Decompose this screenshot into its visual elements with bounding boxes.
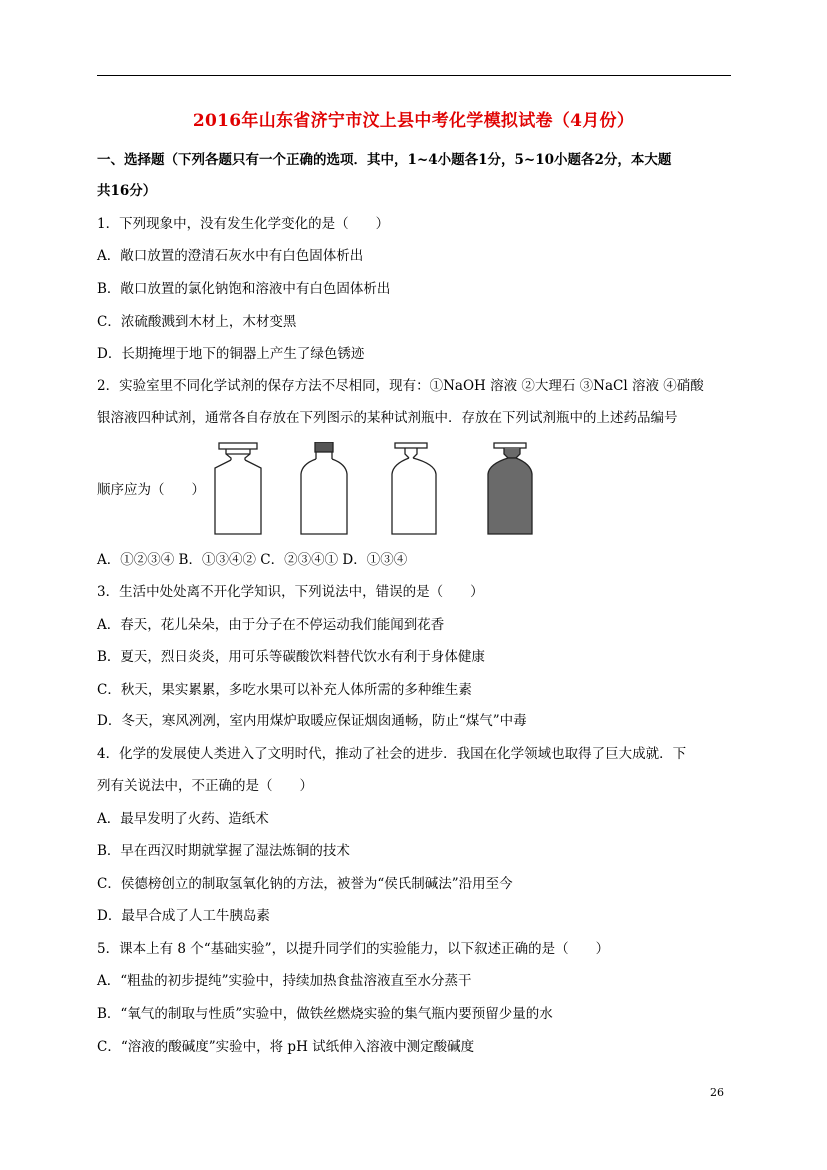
q4-option-b: B．早在西汉时期就掌握了湿法炼铜的技术 <box>97 843 350 859</box>
narrow-mouth-bottle-icon <box>392 443 436 534</box>
q5-option-b: B．“氧气的制取与性质”实验中，做铁丝燃烧实验的集气瓶内要预留少量的水 <box>97 1006 553 1022</box>
section-header-line-1: 一、选择题（下列各题只有一个正确的选项．其中，1~4小题各1分，5~10小题各2分，本大题 <box>97 152 672 168</box>
q3-option-d: D．冬天，寒风冽冽，室内用煤炉取暖应保证烟囱通畅，防止“煤气”中毒 <box>97 713 527 729</box>
q2-stem-end: 顺序应为（ ） <box>97 482 205 498</box>
q2-options: A．①②③④ B．①③④② C．②③④① D．①③④ <box>97 552 408 568</box>
q1-option-d: D．长期掩埋于地下的铜器上产生了绿色锈迹 <box>97 346 365 362</box>
q4-option-d: D．最早合成了人工牛胰岛素 <box>97 908 270 924</box>
q1-option-a: A．敞口放置的澄清石灰水中有白色固体析出 <box>97 248 364 264</box>
q1-option-c: C．浓硫酸溅到木材上，木材变黑 <box>97 314 297 330</box>
q5-option-c: C．“溶液的酸碱度”实验中，将 pH 试纸伸入溶液中测定酸碱度 <box>97 1039 475 1055</box>
q4-stem-line-1: 4．化学的发展使人类进入了文明时代，推动了社会的进步．我国在化学领域也取得了巨大成就．下 <box>97 746 687 762</box>
q3-option-c: C．秋天，果实累累，多吃水果可以补充人体所需的多种维生素 <box>97 682 472 698</box>
rubber-stopper-bottle-icon <box>301 442 347 534</box>
reagent-bottles-figure <box>212 442 534 538</box>
brown-bottle-icon <box>488 443 532 534</box>
q4-option-c: C．侯德榜创立的制取氢氧化钠的方法，被誉为“侯氏制碱法”沿用至今 <box>97 876 513 892</box>
q4-option-a: A．最早发明了火药、造纸术 <box>97 811 269 827</box>
q1-stem: 1．下列现象中，没有发生化学变化的是（ ） <box>97 216 390 232</box>
wide-mouth-bottle-icon <box>215 443 261 534</box>
q5-stem: 5．课本上有 8 个“基础实验”，以提升同学们的实验能力，以下叙述正确的是（ ） <box>97 941 610 957</box>
q3-option-a: A．春天，花儿朵朵，由于分子在不停运动我们能闻到花香 <box>97 617 445 633</box>
page-title: 2016年山东省济宁市汶上县中考化学模拟试卷（4月份） <box>192 111 635 131</box>
section-header-line-2: 共16分） <box>97 183 157 199</box>
page-number: 26 <box>710 1086 724 1099</box>
q3-option-b: B．夏天，烈日炎炎，用可乐等碳酸饮料替代饮水有利于身体健康 <box>97 649 485 665</box>
q2-stem-line-2: 银溶液四种试剂，通常各自存放在下列图示的某种试剂瓶中．存放在下列试剂瓶中的上述药品编号 <box>97 410 678 426</box>
q1-option-b: B．敞口放置的氯化钠饱和溶液中有白色固体析出 <box>97 281 391 297</box>
q2-stem-line-1: 2．实验室里不同化学试剂的保存方法不尽相同，现有：①NaOH 溶液 ②大理石 ③NaCl 溶液 ④硝酸 <box>97 378 704 394</box>
header-rule <box>97 75 731 76</box>
q3-stem: 3．生活中处处离不开化学知识，下列说法中，错误的是（ ） <box>97 584 484 600</box>
q5-option-a: A．“粗盐的初步提纯”实验中，持续加热食盐溶液直至水分蒸干 <box>97 973 472 989</box>
q4-stem-line-2: 列有关说法中，不正确的是（ ） <box>97 778 313 794</box>
